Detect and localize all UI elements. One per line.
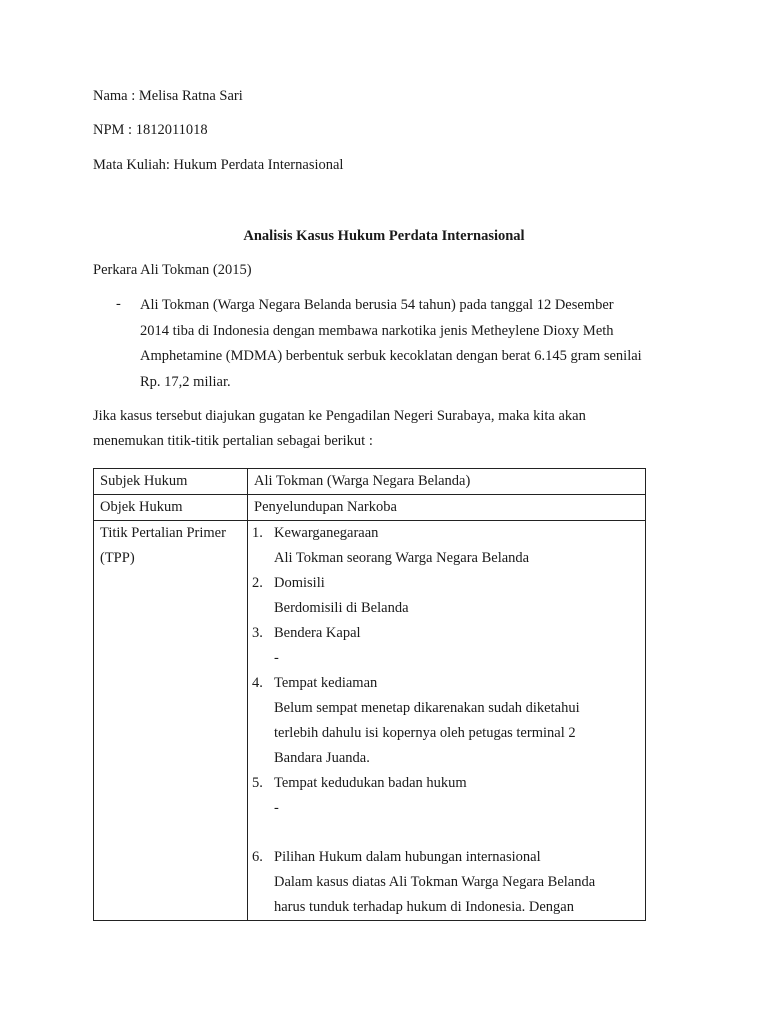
list-item xyxy=(252,845,639,920)
case-description-line: Amphetamine (MDMA) berbentuk serbuk kecoklatan dengan berat 6.145 gram senilai xyxy=(140,348,642,364)
list-item-detail: - xyxy=(274,800,279,816)
table-cell-label xyxy=(94,521,248,921)
list-item xyxy=(252,571,639,621)
table-row xyxy=(94,521,646,921)
list-item-detail: harus tunduk terhadap hukum di Indonesia. Dengan xyxy=(274,899,574,915)
subjek-label: Subjek Hukum xyxy=(100,473,188,489)
list-item-heading: Tempat kediaman xyxy=(274,675,378,691)
list-item-number: 5. xyxy=(252,775,263,791)
course-name: Mata Kuliah: Hukum Perdata Internasional xyxy=(93,157,344,173)
bullet-marker: - xyxy=(116,296,121,312)
table-cell-value xyxy=(248,521,646,921)
list-item-detail: Bandara Juanda. xyxy=(274,750,370,766)
case-description-line: Rp. 17,2 miliar. xyxy=(140,373,231,390)
list-item-detail: terlebih dahulu isi kopernya oleh petugas terminal 2 xyxy=(274,725,576,741)
list-item-number: 6. xyxy=(252,849,263,865)
table-cell-label xyxy=(94,469,248,495)
list-item-heading: Kewarganegaraan xyxy=(274,525,379,541)
student-npm: NPM : 1812011018 xyxy=(93,122,208,138)
list-item-number: 3. xyxy=(252,625,263,641)
objek-label: Objek Hukum xyxy=(100,499,183,515)
list-item-detail: - xyxy=(274,650,279,666)
table-row xyxy=(94,469,646,495)
document-title: Analisis Kasus Hukum Perdata Internasional xyxy=(243,228,525,244)
connecting-factors-table xyxy=(93,468,646,921)
case-heading: Perkara Ali Tokman (2015) xyxy=(93,262,252,278)
list-item-heading: Tempat kedudukan badan hukum xyxy=(274,775,467,791)
list-item xyxy=(252,521,639,571)
tpp-label: Titik Pertalian Primer xyxy=(100,525,226,541)
table-cell-label xyxy=(94,495,248,521)
list-item xyxy=(252,771,639,821)
spacer xyxy=(252,821,639,845)
list-item-detail: Ali Tokman seorang Warga Negara Belanda xyxy=(274,550,530,566)
table-cell-value xyxy=(248,495,646,521)
list-item-detail: Dalam kasus diatas Ali Tokman Warga Negara Belanda xyxy=(274,874,596,890)
list-item-heading: Domisili xyxy=(274,575,325,591)
list-item-number: 2. xyxy=(252,575,263,591)
case-description-line: Ali Tokman (Warga Negara Belanda berusia 54 tahun) pada tanggal 12 Desember xyxy=(140,297,614,313)
table-cell-value xyxy=(248,469,646,495)
list-item-detail: Belum sempat menetap dikarenakan sudah diketahui xyxy=(274,700,580,716)
case-description xyxy=(140,293,680,395)
list-item-number: 4. xyxy=(252,675,263,691)
objek-value: Penyelundupan Narkoba xyxy=(254,499,397,515)
list-item xyxy=(252,671,639,771)
list-item-detail: Berdomisili di Belanda xyxy=(274,600,409,616)
list-item-heading: Bendera Kapal xyxy=(274,625,361,641)
intro-paragraph-line-1: Jika kasus tersebut diajukan gugatan ke Pengadilan Negeri Surabaya, maka kita akan xyxy=(93,408,586,424)
list-item xyxy=(252,621,639,671)
list-item-heading: Pilihan Hukum dalam hubungan internasional xyxy=(274,849,541,865)
tpp-label-abbrev: (TPP) xyxy=(100,550,135,566)
subjek-value: Ali Tokman (Warga Negara Belanda) xyxy=(254,473,471,489)
intro-paragraph-line-2: menemukan titik-titik pertalian sebagai berikut : xyxy=(93,433,373,449)
table-row xyxy=(94,495,646,521)
case-description-line: 2014 tiba di Indonesia dengan membawa narkotika jenis Metheylene Dioxy Meth xyxy=(140,322,614,339)
list-item-number: 1. xyxy=(252,525,263,541)
student-name: Nama : Melisa Ratna Sari xyxy=(93,88,243,104)
